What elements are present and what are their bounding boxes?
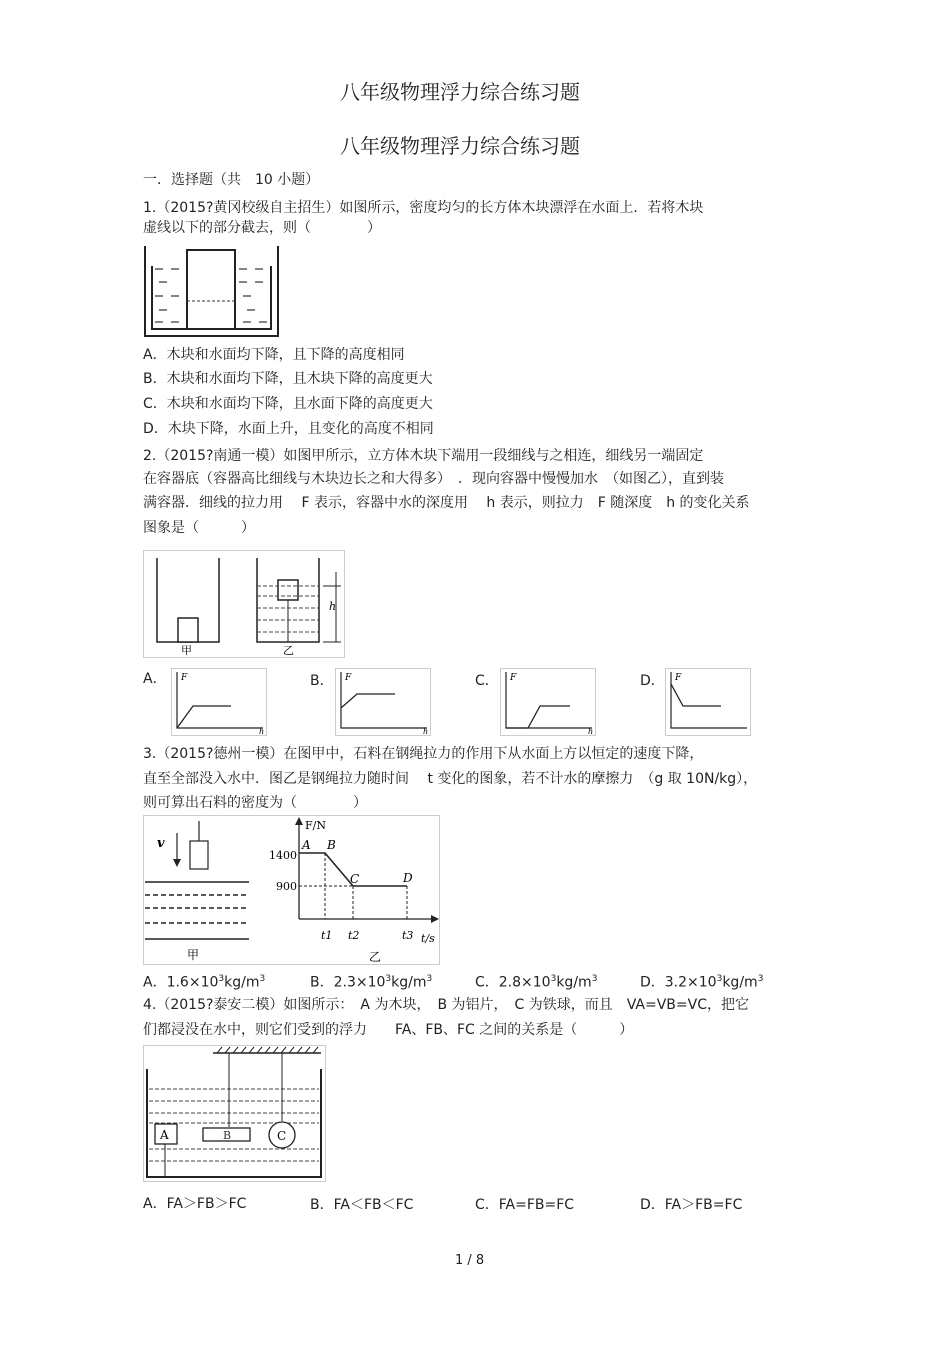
q1-option-d: D．木块下降，水面上升，且变化的高度不相同 — [143, 421, 434, 437]
q3-line1: 3.（2015?德州一模）在图甲中，石料在钢绳拉力的作用下从水面上方以恒定的速度下降， — [143, 746, 704, 762]
q2-graph-d — [665, 668, 751, 736]
q4-option-a: A．FA＞FB＞FC — [143, 1196, 247, 1212]
q2-graph-c-f: F — [510, 673, 517, 683]
q3-fig-t3: t3 — [402, 929, 414, 942]
q3-fig-point-b: B — [327, 838, 336, 852]
q3-figure — [143, 815, 440, 965]
q2-graph-a-h: h — [259, 727, 265, 736]
q2-graph-b-f: F — [345, 673, 352, 683]
q2-line4: 图象是（ ） — [143, 520, 255, 536]
q3-fig-fn: F/N — [305, 819, 326, 832]
q3-fig-900: 900 — [276, 880, 297, 893]
q2-line2: 在容器底（容器高比细线与木块边长之和大得多） ．现向容器中慢慢加水 （如图乙），直到装 — [143, 471, 724, 487]
q4-figure — [143, 1045, 326, 1182]
q2-graph-b-h: h — [423, 727, 429, 736]
q4-fig-b-label: B — [223, 1129, 232, 1142]
q3-fig-t2: t2 — [348, 929, 360, 942]
q2-graph-c-h: h — [588, 727, 594, 736]
page-number: 1 / 8 — [455, 1253, 485, 1268]
q2-line3: 满容器．细线的拉力用 F 表示，容器中水的深度用 h 表示，则拉力 F 随深度 h 的变化关系 — [143, 495, 750, 511]
q1-line2: 虚线以下的部分截去，则（ ） — [143, 220, 381, 236]
q4-fig-a-label: A — [160, 1128, 169, 1142]
q2-figure — [143, 550, 345, 658]
q3-option-a: A．$1.6\times 10^3kg/m^3$ — [143, 974, 266, 991]
q2-graph-a-f: F — [181, 673, 188, 683]
q2-graph-d-f: F — [675, 673, 682, 683]
q4-option-c: C．FA=FB=FC — [475, 1197, 575, 1213]
section-heading: 一．选择题（共 10 小题） — [143, 172, 320, 188]
x-axis-arrow-icon — [431, 915, 439, 923]
q2-option-b-letter: B． — [310, 673, 334, 689]
q3-fig-1400: 1400 — [269, 849, 297, 862]
q2-fig-yi-label: 乙 — [283, 644, 294, 657]
q4-option-d: D．FA＞FB=FC — [640, 1197, 743, 1213]
q2-option-c-letter: C． — [475, 673, 499, 689]
q3-fig-yi-label: 乙 — [369, 950, 382, 964]
q1-figure — [143, 244, 280, 338]
q3-fig-t1: t1 — [321, 929, 333, 942]
q1-option-a: A．木块和水面均下降，且下降的高度相同 — [143, 347, 405, 363]
q3-fig-point-c: C — [350, 872, 360, 886]
q3-fig-v: v — [157, 836, 165, 851]
q3-fig-jia-label: 甲 — [187, 948, 200, 962]
q1-option-b: B．木块和水面均下降，且木块下降的高度更大 — [143, 371, 433, 387]
q2-fig-jia-label: 甲 — [181, 644, 192, 657]
main-title: 八年级物理浮力综合练习题 — [340, 134, 580, 158]
q3-line3: 则可算出石料的密度为（ ） — [143, 795, 367, 811]
header-title: 八年级物理浮力综合练习题 — [340, 80, 580, 104]
q2-graph-b — [335, 668, 431, 736]
q4-option-b: B．FA＜FB＜FC — [310, 1197, 414, 1213]
q3-line2: 直至全部没入水中．图乙是钢绳拉力随时间 t 变化的图象，若不计水的摩擦力 （g 取 10N/kg）， — [143, 771, 758, 787]
q3-fig-point-d: D — [403, 871, 413, 885]
q2-graph-c — [500, 668, 596, 736]
q2-line1: 2.（2015?南通一模）如图甲所示，立方体木块下端用一段细线与之相连，细线另一端固定 — [143, 448, 704, 464]
q3-option-b: B．$2.3\times 10^3kg/m^3$ — [310, 974, 433, 991]
q1-line1: 1.（2015?黄冈校级自主招生）如图所示，密度均匀的长方体木块漂浮在水面上．若将木块 — [143, 200, 704, 216]
q3-option-d: D．$3.2\times 10^3kg/m^3$ — [640, 974, 764, 991]
q4-line2: 们都浸没在水中，则它们受到的浮力 FA、FB、FC 之间的关系是（ ） — [143, 1022, 634, 1038]
q1-option-c: C．木块和水面均下降，且水面下降的高度更大 — [143, 396, 433, 412]
down-arrow-icon — [173, 859, 181, 867]
q2-graph-a — [171, 668, 267, 736]
q3-option-c: C．$2.8\times 10^3kg/m^3$ — [475, 974, 598, 991]
q3-fig-ts: t/s — [421, 932, 435, 945]
q4-fig-c-label: C — [277, 1129, 287, 1143]
q3-fig-point-a: A — [302, 838, 311, 852]
y-axis-arrow-icon — [295, 817, 303, 825]
q2-option-d-letter: D． — [640, 673, 665, 689]
q2-option-a-letter: A． — [143, 671, 167, 687]
q4-line1: 4.（2015?泰安二模）如图所示： A 为木块， B 为铝片， C 为铁球，而且 VA=VB=VC，把它 — [143, 997, 749, 1013]
q2-fig-h-label: h — [329, 600, 337, 613]
